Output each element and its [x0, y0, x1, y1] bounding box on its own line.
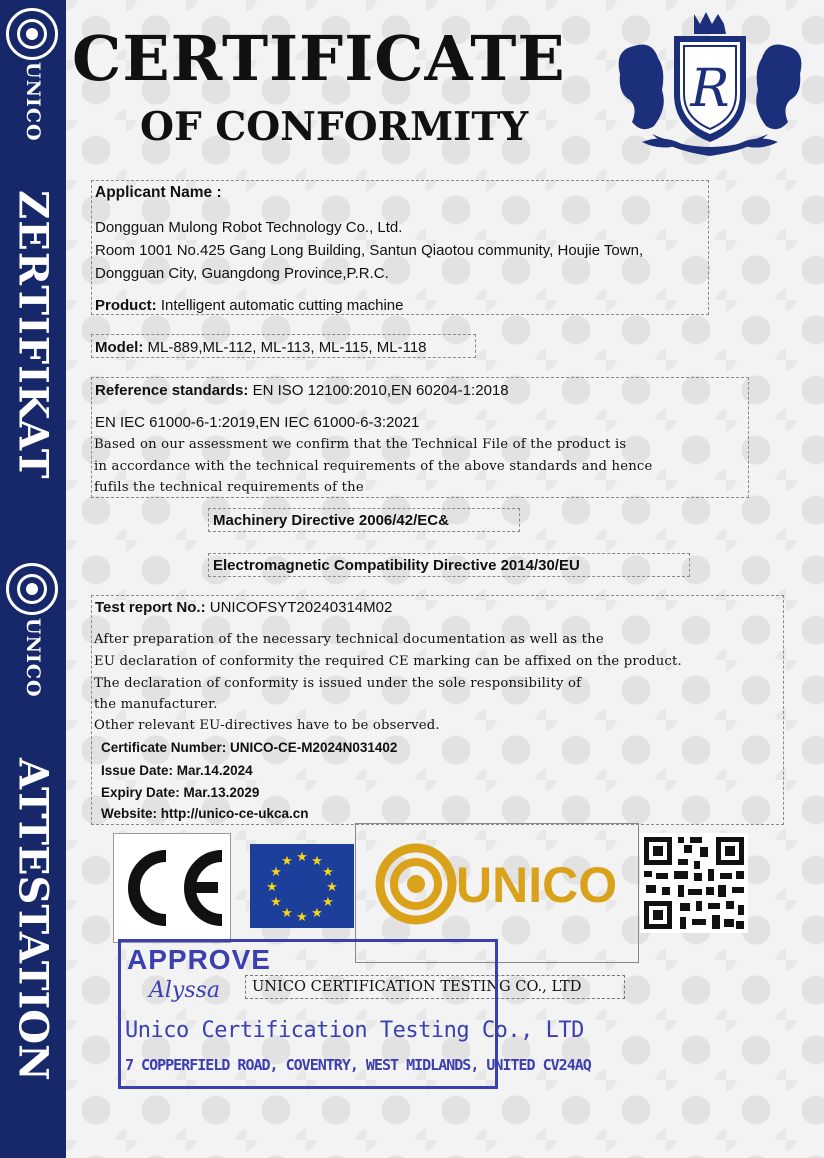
directive-machinery: Machinery Directive 2006/42/EC& [213, 512, 449, 529]
svg-text:★: ★ [322, 895, 334, 910]
standards-value-line1: EN ISO 12100:2010,EN 60204-1:2018 [252, 382, 509, 399]
svg-text:★: ★ [270, 865, 282, 880]
unico-logo-icon [6, 8, 58, 60]
product-row [95, 297, 403, 314]
assessment-line3: fufils the technical requirements of the [94, 480, 364, 495]
model-row [95, 339, 427, 356]
assessment-line2: in accordance with the technical requirements of the above standards and hence [94, 459, 653, 474]
declaration-line4: the manufacturer. [94, 697, 218, 712]
crest-icon [612, 10, 808, 158]
product-label: Product: [95, 297, 157, 314]
model-value: ML-889,ML-112, ML-113, ML-115, ML-118 [147, 339, 427, 356]
certificate-number: UNICO-CE-M2024N031402 [230, 740, 398, 755]
unico-logo-icon [6, 563, 58, 615]
sidebar-band [0, 0, 66, 1158]
ce-mark [113, 833, 231, 943]
eu-stars-icon [250, 844, 354, 928]
declaration-line1: After preparation of the necessary technical documentation as well as the [94, 632, 604, 647]
issue-date: Mar.14.2024 [176, 763, 253, 778]
svg-text:★: ★ [270, 895, 282, 910]
svg-text:★: ★ [311, 854, 323, 869]
test-report-row [95, 599, 392, 616]
eu-flag [250, 844, 354, 928]
approval-stamp [118, 939, 591, 1089]
expiry-date-label: Expiry Date: [101, 785, 180, 800]
issue-date-label: Issue Date: [101, 763, 174, 778]
standards-row [95, 382, 509, 399]
website-row [101, 806, 309, 821]
stamp-approve: APPROVE [127, 944, 271, 975]
issue-date-row [101, 763, 253, 778]
directive-emc: Electromagnetic Compatibility Directive 2014/30/EU [213, 557, 580, 574]
applicant-company: Dongguan Mulong Robot Technology Co., Ltd. [95, 219, 403, 236]
certificate-number-label: Certificate Number: [101, 740, 227, 755]
sidebar-text-attestation: ATTESTATION [9, 758, 57, 1081]
declaration-line5: Other relevant EU-directives have to be observed. [94, 718, 440, 733]
stamp-company: Unico Certification Testing Co., LTD [125, 1018, 584, 1043]
applicant-address-line1: Room 1001 No.425 Gang Long Building, Santun Qiaotou community, Houjie Town, [95, 242, 644, 259]
qr-code-icon [640, 833, 748, 933]
test-report-value: UNICOFSYT20240314M02 [209, 599, 393, 616]
svg-text:★: ★ [322, 865, 334, 880]
svg-text:★: ★ [296, 910, 308, 925]
applicant-address-line2: Dongguan City, Guangdong Province,P.R.C. [95, 265, 389, 282]
lab-name: UNICO CERTIFICATION TESTING CO., LTD [245, 975, 625, 999]
expiry-date: Mar.13.2029 [183, 785, 260, 800]
unico-logo-text: UNICO [456, 857, 618, 913]
applicant-label: Applicant Name : [95, 184, 222, 201]
assessment-line1: Based on our assessment we confirm that the Technical File of the product is [94, 437, 627, 452]
stamp-address: 7 COPPERFIELD ROAD, COVENTRY, WEST MIDLANDS, UNITED CV24AQ [125, 1056, 591, 1074]
certificate-number-row [101, 740, 397, 755]
expiry-date-row [101, 785, 259, 800]
sidebar-text-zertifikat: ZERTIFIKAT [9, 190, 57, 480]
svg-text:★: ★ [311, 906, 323, 921]
svg-text:★: ★ [326, 880, 338, 895]
crest-letter: R [690, 59, 730, 119]
sidebar-logo-text-mid: UNICO [22, 618, 44, 698]
svg-text:★: ★ [281, 906, 293, 921]
standards-value-line2: EN IEC 61000-6-1:2019,EN IEC 61000-6-3:2021 [95, 414, 420, 431]
test-report-label: Test report No.: [95, 599, 206, 616]
sidebar-logo-text-top: UNICO [22, 62, 44, 142]
website-label: Website: [101, 806, 158, 821]
model-label: Model: [95, 339, 144, 356]
product-value: Intelligent automatic cutting machine [160, 297, 404, 314]
website-link[interactable]: http://unico-ce-ukca.cn [160, 806, 309, 821]
qr-code [640, 833, 748, 933]
signature: Alyssa [149, 978, 221, 1003]
page-title: CERTIFICATE [72, 22, 566, 95]
svg-text:★: ★ [266, 880, 278, 895]
page-subtitle: OF CONFORMITY [140, 104, 529, 150]
declaration-line3: The declaration of conformity is issued under the sole responsibility of [94, 676, 582, 691]
ce-mark-icon [114, 834, 230, 942]
declaration-line2: EU declaration of conformity the required CE marking can be affixed on the product. [94, 654, 682, 669]
svg-text:★: ★ [281, 854, 293, 869]
svg-text:★: ★ [296, 850, 308, 865]
standards-label: Reference standards: [95, 382, 249, 399]
